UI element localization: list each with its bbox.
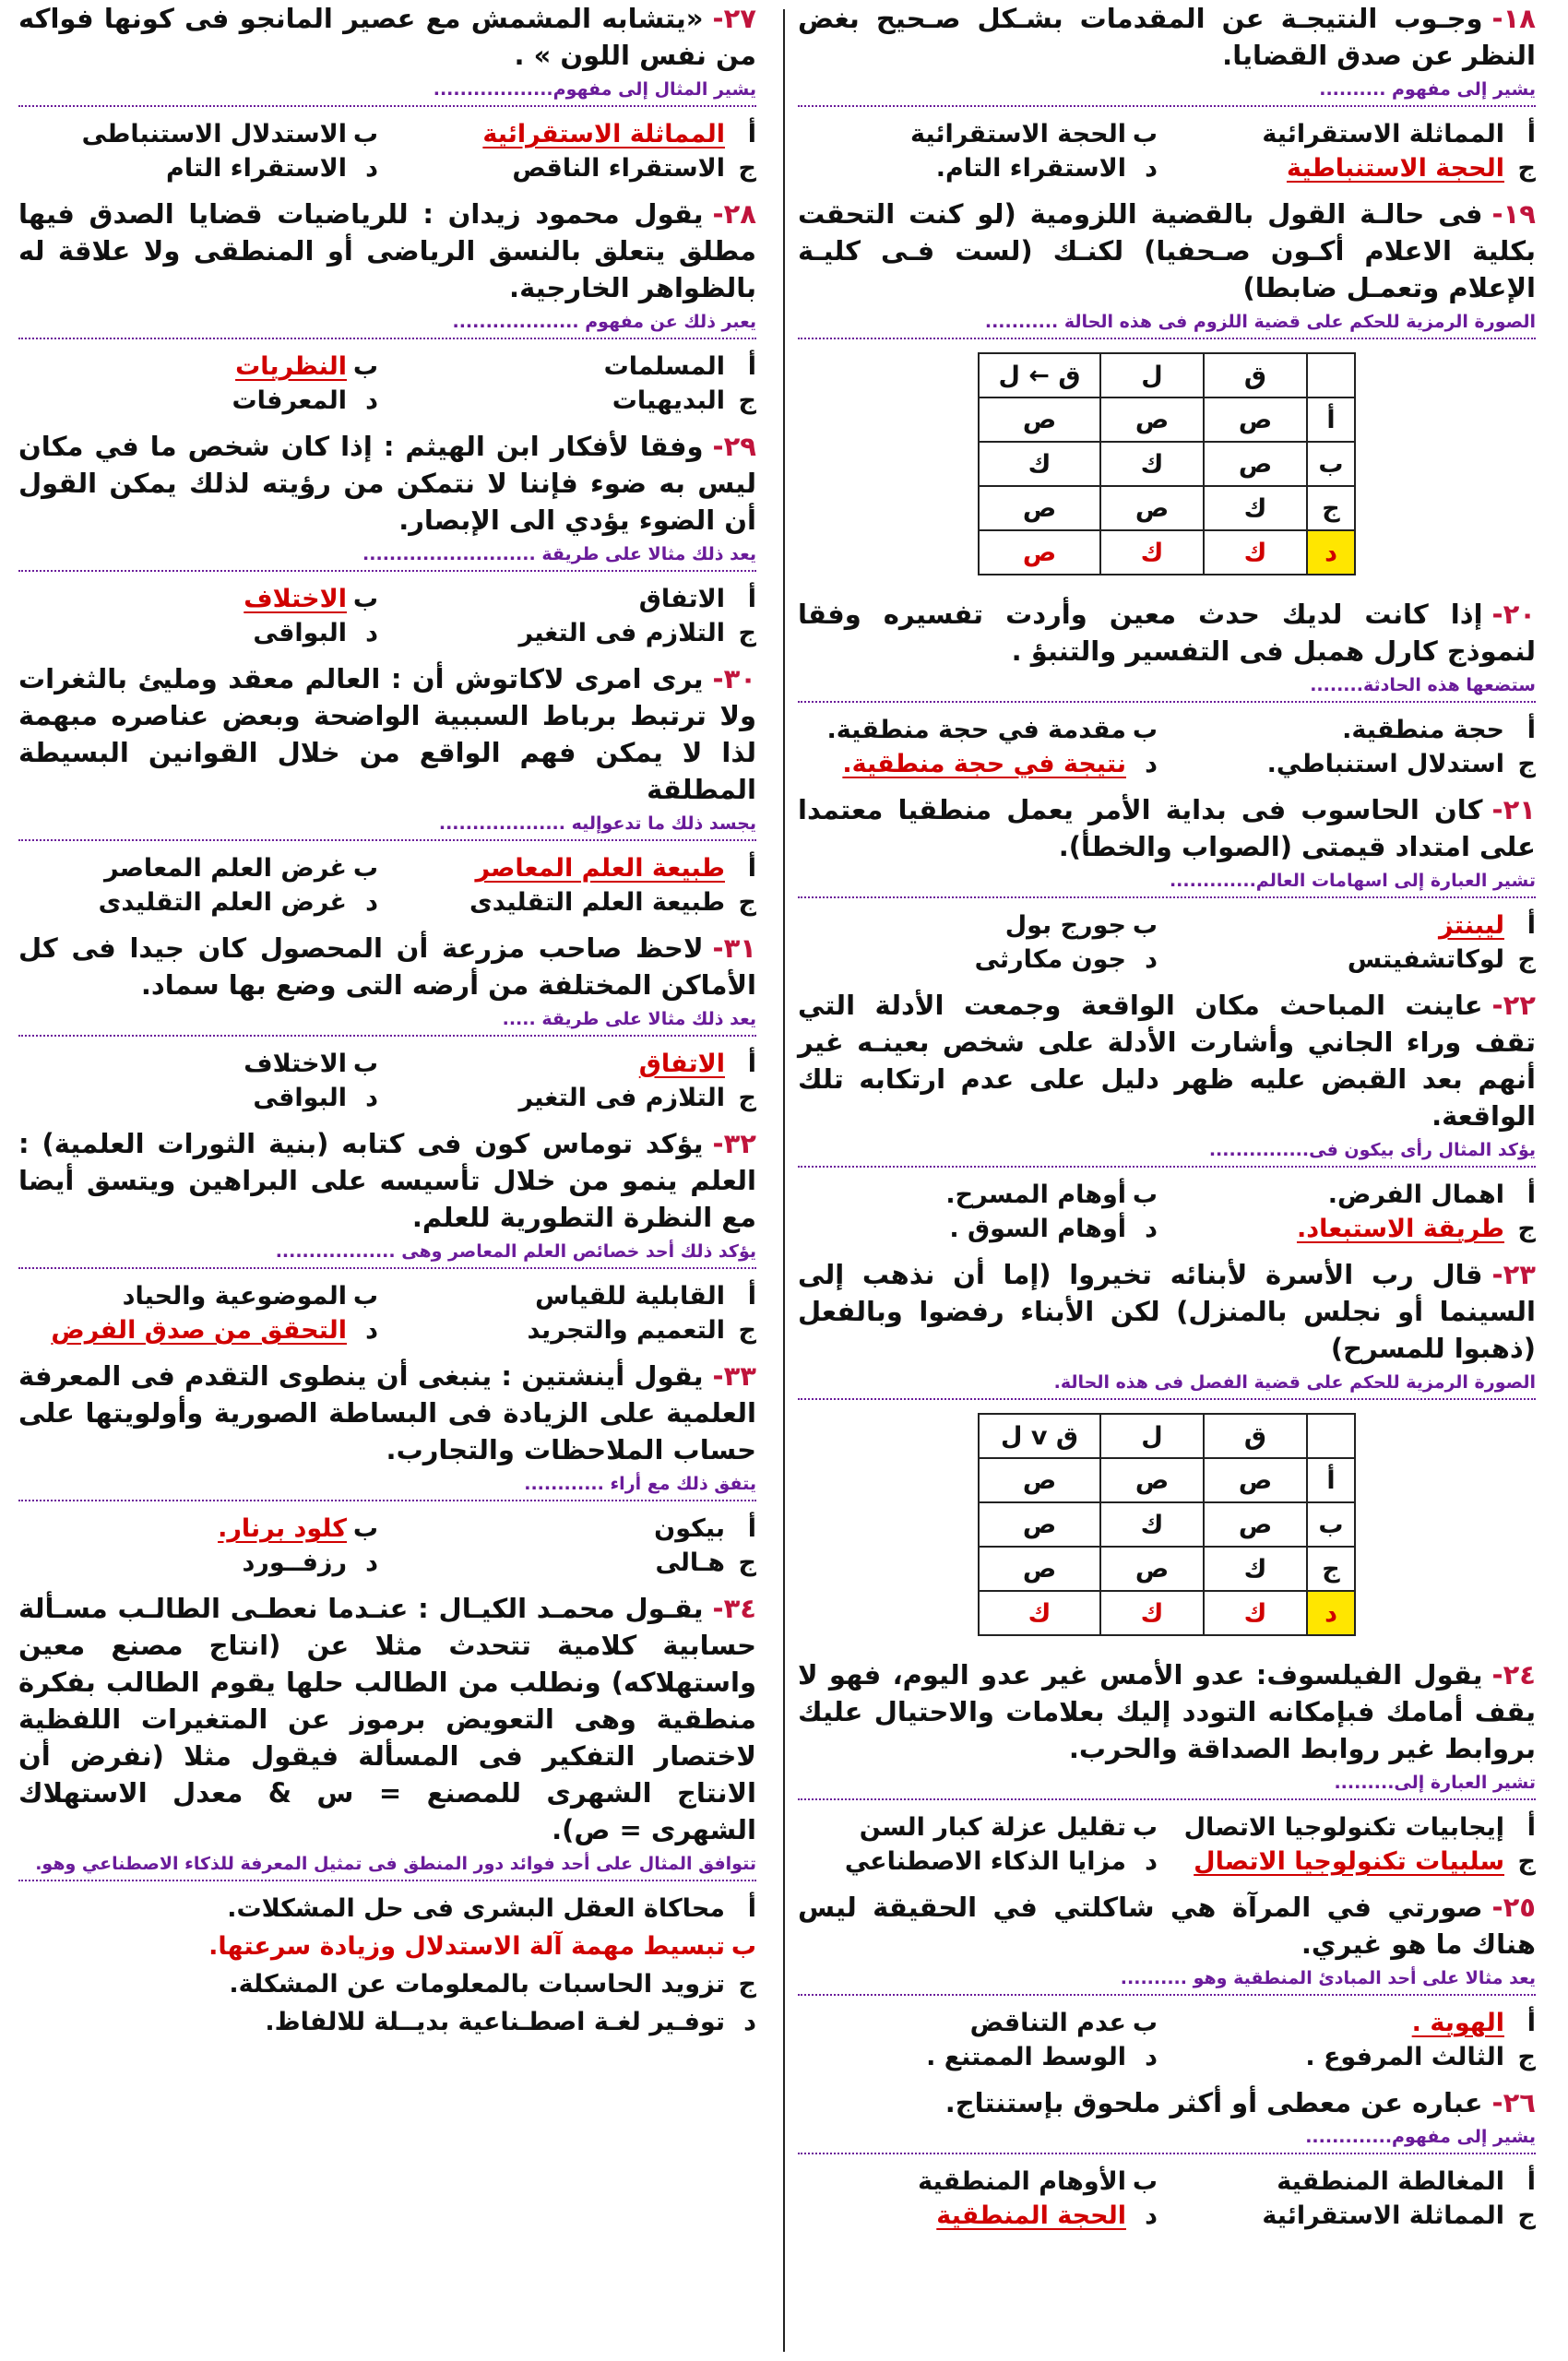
question-prompt: يشير المثال إلى مفهوم.................. <box>18 79 756 107</box>
question-34 <box>18 1590 756 2036</box>
option-d[interactable]: دالبواقى <box>253 1084 378 1113</box>
question-number: -٢٧ <box>712 3 756 34</box>
question-number: -٢٦ <box>1491 2087 1536 2119</box>
options <box>798 2167 1536 2230</box>
question-number: -٢٥ <box>1491 1892 1536 1924</box>
question-number: -١٨ <box>1491 3 1536 34</box>
question-30 <box>18 660 756 917</box>
option-d[interactable]: دالاستقراء التام <box>166 154 378 184</box>
option-b[interactable]: بغرض العلم المعاصر <box>104 854 378 884</box>
question-24 <box>798 1656 1536 1876</box>
question-number: -٢٨ <box>712 198 756 231</box>
options <box>18 120 756 183</box>
question-prompt: يعبر ذلك عن مفهوم ................... <box>18 312 756 339</box>
option-a[interactable]: أإيجابيات تكنولوجيا الاتصال <box>1183 1813 1536 1843</box>
correct-answer: كلود برنار. <box>218 1514 347 1544</box>
question-32 <box>18 1125 756 1345</box>
correct-answer: نتيجة في حجة منطقية. <box>842 750 1126 779</box>
option-d[interactable]: دالبواقى <box>253 619 378 648</box>
question-number: -٣٠ <box>712 663 756 695</box>
table-header-row: ق ل ق ← ل <box>979 353 1355 397</box>
option-a[interactable]: أالقابلية للقياس <box>535 1282 756 1311</box>
question-prompt: يتفق ذلك مع أراء ............ <box>18 1474 756 1501</box>
options <box>18 585 756 647</box>
option-a[interactable]: أالمماثلة الاستقرائية <box>1262 120 1536 149</box>
option-b[interactable]: بعدم التناقض <box>969 2009 1158 2038</box>
question-text: -٢٤يقول الفيلسوف: عدو الأمس غير عدو اليوم، فهو لا يقف أمامك فبإمكانه التودد إليك بعلامات والاحتيال عليك بروابط غير روابط الصداقة والحرب. <box>798 1656 1536 1767</box>
options <box>798 1180 1536 1243</box>
option-d[interactable]: دالوسط الممتنع . <box>926 2043 1158 2072</box>
correct-answer: الاتفاق <box>638 1050 725 1079</box>
truth-table-disjunction <box>978 1413 1356 1636</box>
correct-answer: الحجة المنطقية <box>936 2201 1126 2231</box>
question-29 <box>18 428 756 647</box>
question-text: -٢٩وفقا لأفكار ابن الهيثم : إذا كان شخص ما في مكان ليس به ضوء فإننا لا نتمكن من رؤيته لذلك يمكن القول أن الضوء يؤدي الى الإبصار. <box>18 428 756 539</box>
options <box>18 352 756 415</box>
option-b[interactable]: بأوهام المسرح. <box>945 1180 1158 1210</box>
option-c[interactable]: جالتعميم والتجريد <box>527 1316 756 1346</box>
option-c[interactable]: جتزويد الحاسبات بالمعلومات عن المشكلة. <box>229 1970 756 1999</box>
correct-answer: طبيعة العلم المعاصر <box>475 854 725 884</box>
option-a[interactable]: أالاتفاق <box>638 585 756 614</box>
question-prompt: الصورة الرمزية للحكم على قضية اللزوم فى هذه الحالة ........... <box>798 312 1536 339</box>
option-a[interactable]: أحجة منطقية. <box>1342 716 1536 745</box>
question-27 <box>18 0 756 183</box>
correct-answer: طريقة الاستبعاد. <box>1296 1215 1504 1244</box>
question-19 <box>798 196 1536 575</box>
options <box>798 911 1536 974</box>
option-d[interactable]: درزفــورد <box>242 1548 378 1578</box>
question-text: -١٨وجـوب النتيجـة عن المقدمات بشـكل صـحيح بغض النظر عن صدق القضايا. <box>798 0 1536 74</box>
option-b-correct[interactable]: بتبسيط مهمة آلة الاستدلال وزيادة سرعتها. <box>208 1932 756 1962</box>
question-text: -١٩فى حالـة القول بالقضية اللزومية (لو كنت التحقت بكلية الاعلام أكـون صـحفيا) لكنـك (لست فـى كليـة الإعلام وتعمـل ضابطا) <box>798 196 1536 306</box>
question-text: -٢٧«يتشابه المشمش مع عصير المانجو فى كونها فواكه من نفس اللون » . <box>18 0 756 74</box>
question-prompt: يؤكد ذلك أحد خصائص العلم المعاصر وهى .................. <box>18 1241 756 1269</box>
question-number: -٢١ <box>1491 794 1536 826</box>
option-b[interactable]: بالاستدلال الاستنباطى <box>81 120 378 149</box>
option-d[interactable]: دغرض العلم التقليدى <box>98 888 378 918</box>
question-text: -٢٣قال رب الأسرة لأبنائه تخيروا (إما أن نذهب إلى السينما أو نجلس بالمنزل) لكن الأبناء رفضوا وبالفعل (ذهبوا للمسرح) <box>798 1256 1536 1367</box>
left-column <box>18 0 756 2361</box>
question-prompt: يجسد ذلك ما تدعوإليه ................... <box>18 813 756 841</box>
option-c[interactable]: جطريقة الاستبعاد. <box>1296 1215 1536 1244</box>
question-number: -٣٤ <box>712 1593 756 1625</box>
option-c[interactable]: جالتلازم فى التغير <box>518 1084 756 1113</box>
question-prompt: يعد مثالا على أحد المبادئ المنطقية وهو .......... <box>798 1968 1536 1996</box>
option-a[interactable]: أالاتفاق <box>638 1050 756 1079</box>
question-text: -٣١لاحظ صاحب مزرعة أن المحصول كان جيدا فى كل الأماكن المختلفة من أرضه التى وضع بها سماد. <box>18 930 756 1003</box>
table-header-row: ق ل ق v ل <box>979 1414 1355 1458</box>
correct-answer: المماثلة الاستقرائية <box>482 120 725 149</box>
option-b[interactable]: بالحجة الاستقرائية <box>909 120 1158 149</box>
option-b[interactable]: بالاختلاف <box>244 1050 378 1079</box>
question-20 <box>798 596 1536 778</box>
table-row-answer: د ك ك ك <box>979 1591 1355 1635</box>
option-d[interactable]: دالتحقق من صدق الفرض <box>51 1316 378 1346</box>
question-text: -٣٠يرى امرى لاكاتوش أن : العالم معقد ومليئ بالثغرات ولا ترتبط برباط السببية الواضحة وبعض عناصره مبهمة لذا لا يمكن فهم الواقع من خلال القوانين البسيطة المطلقة <box>18 660 756 808</box>
option-a[interactable]: أالمماثلة الاستقرائية <box>482 120 756 149</box>
option-c[interactable]: جطبيعة العلم التقليدى <box>469 888 756 918</box>
question-text: -٣٢يؤكد توماس كون فى كتابه (بنية الثورات العلمية) : العلم ينمو من خلال تأسيسه على البراهين ويتسق أيضا مع النظرة التطورية للعلم. <box>18 1125 756 1236</box>
correct-answer: ليبنتز <box>1438 911 1504 941</box>
option-c[interactable]: جالبديهيات <box>612 386 756 416</box>
correct-answer: سلبيات تكنولوجيا الاتصال <box>1194 1847 1504 1877</box>
option-a[interactable]: أالهوية . <box>1411 2009 1536 2038</box>
option-b[interactable]: بمقدمة في حجة منطقية. <box>826 716 1158 745</box>
option-a[interactable]: أليبنتز <box>1438 911 1536 941</box>
option-a[interactable]: أمحاكاة العقل البشرى فى حل المشكلات. <box>227 1894 756 1924</box>
options <box>18 1282 756 1345</box>
question-21 <box>798 791 1536 974</box>
question-number: -٣١ <box>712 932 756 965</box>
question-31 <box>18 930 756 1112</box>
option-b[interactable]: بالموضوعية والحياد <box>122 1282 378 1311</box>
options <box>18 1514 756 1577</box>
options <box>18 854 756 917</box>
option-c[interactable]: جالحجة الاستنباطية <box>1286 154 1536 184</box>
question-number: -٣٢ <box>712 1128 756 1160</box>
question-25 <box>798 1889 1536 2071</box>
option-d[interactable]: دجون مكارثى <box>974 945 1158 975</box>
option-c[interactable]: جلوكاتشفيتس <box>1347 945 1536 975</box>
question-number: -٢٩ <box>712 431 756 463</box>
option-b[interactable]: بالأوهام المنطقية <box>918 2167 1158 2197</box>
option-b[interactable]: بتقليل عزلة كبار السن <box>859 1813 1158 1843</box>
correct-answer: الهوية . <box>1411 2009 1504 2038</box>
option-a[interactable]: أالمغالطة المنطقية <box>1277 2167 1536 2197</box>
correct-answer: النظريات <box>235 352 347 382</box>
table-row: ج ك ص ص <box>979 1547 1355 1591</box>
question-prompt: يشير إلى مفهوم .......... <box>798 79 1536 107</box>
question-prompt: تتوافق المثال على أحد فوائد دور المنطق فى تمثيل المعرفة للذكاء الاصطناعي وهو. <box>18 1854 756 1881</box>
question-number: -٢٤ <box>1491 1659 1536 1691</box>
options <box>798 2009 1536 2071</box>
question-prompt: يعد ذلك مثالا على طريقة .......................... <box>18 544 756 572</box>
right-column <box>798 0 1536 2361</box>
question-text: -٢١كان الحاسوب فى بداية الأمر يعمل منطقيا معتمدا على امتداد قيمتى (الصواب والخطأ). <box>798 791 1536 865</box>
option-c[interactable]: جالثالث المرفوع . <box>1305 2043 1536 2072</box>
question-26 <box>798 2084 1536 2230</box>
correct-answer: تبسيط مهمة آلة الاستدلال وزيادة سرعتها. <box>208 1932 725 1962</box>
option-b[interactable]: بالاختلاف <box>244 585 378 614</box>
question-prompt: يؤكد المثال رأى بيكون فى............... <box>798 1140 1536 1168</box>
option-a[interactable]: أبيكون <box>654 1514 756 1544</box>
option-c[interactable]: جاستدلال استنباطي. <box>1266 750 1536 779</box>
option-b[interactable]: بكلود برنار. <box>218 1514 378 1544</box>
question-number: -٢٢ <box>1491 990 1536 1022</box>
question-18 <box>798 0 1536 183</box>
question-number: -٣٣ <box>712 1360 756 1393</box>
question-prompt: يشير إلى مفهوم............. <box>798 2127 1536 2154</box>
question-text: -٢٨يقول محمود زيدان : للرياضيات قضايا الصدق فيها مطلق يتعلق بالنسق الرياضى أو المنطقى ولا علاقة له بالظواهر الخارجية. <box>18 196 756 306</box>
option-b[interactable]: بالنظريات <box>235 352 378 382</box>
option-a[interactable]: أطبيعة العلم المعاصر <box>475 854 756 884</box>
options <box>18 1894 756 2036</box>
table-row: ب ص ك ك <box>979 442 1355 486</box>
option-c[interactable]: جالمماثلة الاستقرائية <box>1262 2201 1536 2231</box>
question-22 <box>798 987 1536 1243</box>
options <box>798 120 1536 183</box>
table-row: أ ص ص ص <box>979 397 1355 442</box>
correct-answer: الاختلاف <box>244 585 347 614</box>
table-row: ج ك ص ص <box>979 486 1355 530</box>
question-text: -٢٢عاينت المباحث مكان الواقعة وجمعت الأدلة التي تقف وراء الجاني وأشارت الأدلة على شخص بعينـه غير أنهم بعد القبض عليه ظهر دليل على عدم ارتكابه تلك الواقعة. <box>798 987 1536 1134</box>
option-c[interactable]: جسلبيات تكنولوجيا الاتصال <box>1194 1847 1536 1877</box>
truth-table-implication <box>978 352 1356 575</box>
question-text: -٢٦عباره عن معطى أو أكثر ملحوق بإستنتاج. <box>798 2084 1536 2121</box>
option-a[interactable]: أاهمال الفرض. <box>1327 1180 1536 1210</box>
question-text: -٢٥صورتي في المرآة هي شاكلتي في الحقيقة ليس هناك ما هو غيري. <box>798 1889 1536 1963</box>
options <box>798 716 1536 778</box>
question-text: -٣٣يقول أينشتين : ينبغى أن ينطوى التقدم فى المعرفة العلمية على الزيادة فى البساطة الصورية وأولويتها على حساب الملاحظات والتجارب. <box>18 1358 756 1468</box>
options <box>798 1813 1536 1876</box>
correct-answer: الحجة الاستنباطية <box>1286 154 1504 184</box>
options <box>18 1050 756 1112</box>
question-23 <box>798 1256 1536 1636</box>
correct-answer: التحقق من صدق الفرض <box>51 1316 347 1346</box>
question-text: -٢٠إذا كانت لديك حدث معين وأردت تفسيره وفقا لنموذج كارل همبل فى التفسير والتنبؤ . <box>798 596 1536 670</box>
question-number: -٢٣ <box>1491 1259 1536 1291</box>
option-d[interactable]: دتوفـير لغـة اصطـناعية بديــلة للالفاظ. <box>265 2008 756 2037</box>
option-d[interactable]: دالحجة المنطقية <box>936 2201 1158 2231</box>
option-c[interactable]: جهـالى <box>655 1548 756 1578</box>
option-c[interactable]: جالتلازم فى التغير <box>518 619 756 648</box>
option-d[interactable]: دأوهام السوق . <box>949 1215 1158 1244</box>
question-prompt: الصورة الرمزية للحكم على قضية الفصل فى هذه الحالة. <box>798 1372 1536 1400</box>
table-row: أ ص ص ص <box>979 1458 1355 1502</box>
question-number: -٢٠ <box>1491 599 1536 631</box>
column-divider <box>783 9 785 2352</box>
question-number: -١٩ <box>1491 198 1536 231</box>
option-c[interactable]: جالاستقراء الناقص <box>512 154 756 184</box>
question-prompt: يعد ذلك مثالا على طريقة ..... <box>18 1009 756 1037</box>
question-prompt: تشير العبارة إلى اسهامات العالم............. <box>798 871 1536 898</box>
question-28 <box>18 196 756 415</box>
question-text: -٣٤يقـول محمـد الكيـال : عنـدما نعطـى الطالـب مسـألة حسابية كلامية تتحدث مثلا عن (انتاج مصنع معين واستهلاكه) ونطلب من الطالب حلها يقوم الطالب بفكرة منطقية وهى التعويض برموز عن المتغيرات اللفظية لاختصار التفكير فى المسألة فيقول مثلا (نفرض أن الانتاج الشهرى للمصنع = س & معدل الاستهلاك الشهرى = ص). <box>18 1590 756 1848</box>
question-prompt: ستضعها هذه الحادثة........ <box>798 675 1536 703</box>
question-prompt: تشير العبارة إلى......... <box>798 1773 1536 1800</box>
question-33 <box>18 1358 756 1577</box>
option-d[interactable]: دنتيجة في حجة منطقية. <box>842 750 1158 779</box>
option-a[interactable]: أالمسلمات <box>603 352 756 382</box>
option-d[interactable]: دالاستقراء التام. <box>935 154 1158 184</box>
option-d[interactable]: دالمعرفات <box>232 386 378 416</box>
option-d[interactable]: دمزايا الذكاء الاصطناعي <box>844 1847 1158 1877</box>
table-row-answer: د ك ك ص <box>979 530 1355 575</box>
table-row: ب ص ك ص <box>979 1502 1355 1547</box>
option-b[interactable]: بجورج بول <box>1004 911 1158 941</box>
